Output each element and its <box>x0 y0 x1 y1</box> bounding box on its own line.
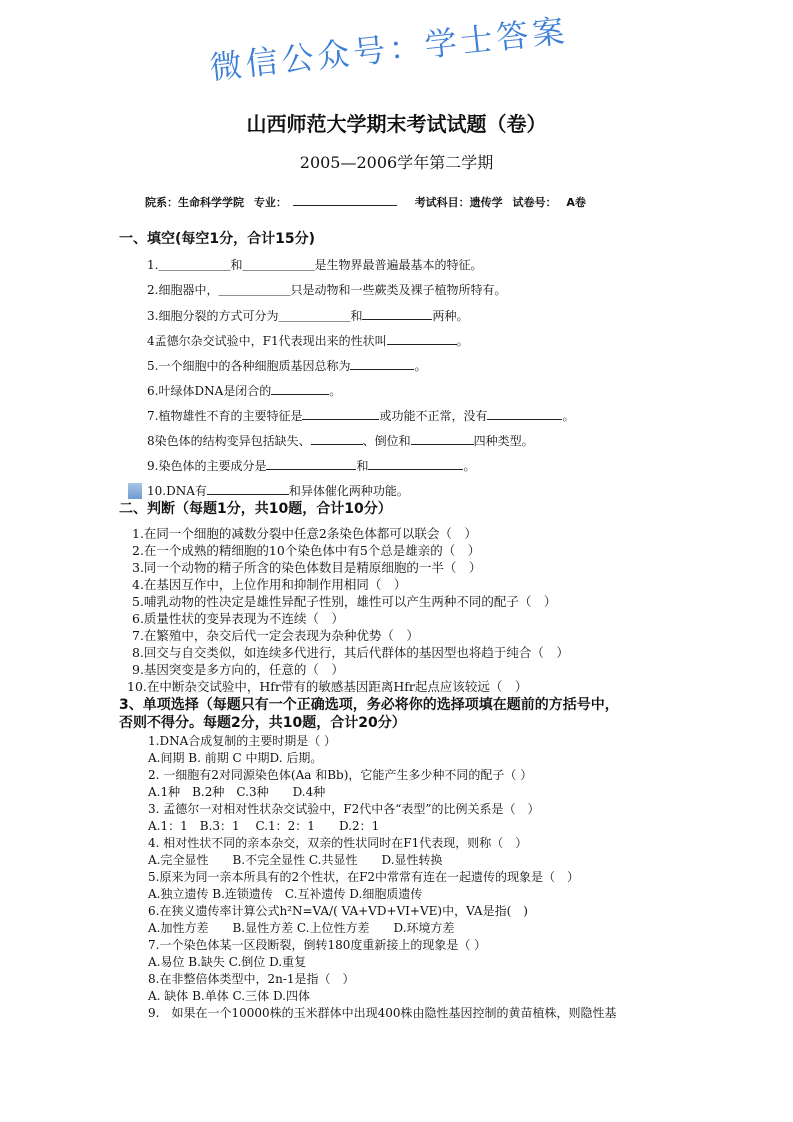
q4-text-end: 。 <box>456 334 469 348</box>
choice-line: 7.一个染色体某一区段断裂，倒转180度重新接上的现象是（ ） <box>148 938 487 952</box>
paper-no-label: 试卷号： <box>512 196 557 209</box>
choice-line: 3. 孟德尔一对相对性状杂交试验中，F2代中各“表型”的比例关系是（ ） <box>148 802 540 816</box>
blank[interactable] <box>487 407 562 420</box>
blank[interactable] <box>362 307 432 320</box>
blank[interactable] <box>350 357 414 370</box>
fill-q8 <box>147 432 534 449</box>
q9-text-mid: 和 <box>356 459 369 473</box>
judge-item: 10.在中断杂交试验中，Hfr带有的敏感基因距离Hfr起点应该较远（ ） <box>127 679 528 694</box>
fill-q10 <box>147 482 409 499</box>
q6-text: 6.叶绿体DNA是闭合的 <box>147 384 272 398</box>
q6-text-end: 。 <box>329 384 342 398</box>
blank[interactable] <box>207 482 289 495</box>
blank[interactable] <box>387 332 457 345</box>
blank[interactable] <box>266 457 356 470</box>
section-1-heading: 一、填空(每空1分，合计15分) <box>119 231 316 247</box>
choice-line: A.独立遗传 B.连锁遗传 C.互补遗传 D.细胞质遗传 <box>148 887 423 901</box>
judge-item: 4.在基因互作中，上位作用和抑制作用相同（ ） <box>132 577 407 592</box>
q10-text: 10.DNA有 <box>147 484 207 498</box>
choice-line: 8.在非整倍体类型中，2n-1是指（ ） <box>148 972 355 986</box>
q8-text-end: 四种类型。 <box>473 434 534 448</box>
blank[interactable] <box>368 457 463 470</box>
q4-text: 4孟德尔杂交试验中，F1代表现出来的性状叫 <box>147 334 387 348</box>
choice-line: A.间期 B. 前期 C 中期D. 后期。 <box>148 751 323 765</box>
judge-item: 1.在同一个细胞的减数分裂中任意2条染色体都可以联会（ ） <box>132 526 477 541</box>
choice-line: A.易位 B.缺失 C.倒位 D.重复 <box>148 955 307 969</box>
choice-line: 5.原来为同一亲本所具有的2个性状，在F2中常常有连在一起遗传的现象是（ ） <box>148 870 580 884</box>
blank[interactable] <box>311 432 363 445</box>
judge-item: 3.同一个动物的精子所含的染色体数目是精原细胞的一半（ ） <box>132 560 482 575</box>
judge-item: 7.在繁殖中，杂交后代一定会表现为杂种优势（ ） <box>132 628 419 643</box>
q9-text-end: 。 <box>463 459 476 473</box>
section-2-heading: 二、判断（每题1分，共10题，合计10分） <box>119 501 392 517</box>
q3-text: 3.细胞分裂的方式可分为＿＿＿＿＿＿和 <box>147 309 363 323</box>
choice-line: A.1：1 B.3：1 C.1：2：1 D.2：1 <box>148 819 380 833</box>
exam-semester: 2005—2006学年第二学期 <box>299 153 494 172</box>
choice-line: 4. 相对性状不同的亲本杂交，双亲的性状同时在F1代表现，则称（ ） <box>148 836 528 850</box>
paper-no: A卷 <box>566 196 586 209</box>
choice-line: A.加性方差 B.显性方差 C.上位性方差 D.环境方差 <box>148 921 455 935</box>
subject: 考试科目：遗传学 <box>414 196 503 209</box>
q9-text: 9.染色体的主要成分是 <box>147 459 267 473</box>
choice-line: A.1种 B.2种 C.3种 D.4种 <box>148 785 326 799</box>
exam-title: 山西师范大学期末考试试题（卷） <box>246 112 547 136</box>
judge-item: 2.在一个成熟的精细胞的10个染色体中有5个总是雄亲的（ ） <box>132 543 481 558</box>
dept: 院系：生命科学学院 <box>145 196 244 209</box>
choice-line: A. 缺体 B.单体 C.三体 D.四体 <box>148 989 310 1003</box>
choice-line: 6.在狭义遗传率计算公式h²N=VA/( VA+VD+VI+VE)中，VA是指( ) <box>148 904 528 918</box>
fill-q4 <box>147 332 469 349</box>
fill-q2: 2.细胞器中，＿＿＿＿＿＿只是动物和一些蕨类及裸子植物所特有。 <box>147 283 507 297</box>
exam-info <box>145 193 592 210</box>
q8-text-mid: 、倒位和 <box>362 434 411 448</box>
choice-line: 2. 一细胞有2对同源染色体(Aa 和Bb)，它能产生多少种不同的配子（ ） <box>148 768 533 782</box>
q7-text: 7.植物雄性不育的主要特征是 <box>147 409 303 423</box>
q10-text-end: 和异体催化两种功能。 <box>288 484 409 498</box>
q3-text-end: 两种。 <box>432 309 469 323</box>
blank[interactable] <box>411 432 474 445</box>
choice-line: A.完全显性 B.不完全显性 C.共显性 D.显性转换 <box>148 853 443 867</box>
judge-item: 8.回交与自交类似，如连续多代进行，其后代群体的基因型也将趋于纯合（ ） <box>132 645 569 660</box>
q5-text: 5.一个细胞中的各种细胞质基因总称为 <box>147 359 351 373</box>
major-blank[interactable] <box>293 193 397 206</box>
choice-line: 9. 如果在一个10000株的玉米群体中出现400株由隐性基因控制的黄苗植株，则隐性基 <box>148 1006 617 1020</box>
q8-text: 8染色体的结构变异包括缺失、 <box>147 434 311 448</box>
q7-text-end: 。 <box>562 409 575 423</box>
blank[interactable] <box>271 382 329 395</box>
watermark: 微信公众号：学士答案 <box>208 11 571 87</box>
fill-q3 <box>147 307 468 324</box>
section-3-heading-cont: 否则不得分。每题2分，共10题，合计20分） <box>119 715 406 731</box>
fill-q5 <box>147 357 426 374</box>
fill-q7 <box>147 407 574 424</box>
major-label: 专业： <box>253 196 287 209</box>
q7-text-mid: 或功能不正常，没有 <box>379 409 488 423</box>
judge-item: 6.质量性状的变异表现为不连续（ ） <box>132 611 344 626</box>
choice-line: 1.DNA合成复制的主要时期是（ ） <box>148 734 337 748</box>
decorative-square-icon <box>128 483 142 499</box>
blank[interactable] <box>302 407 379 420</box>
judge-item: 9.基因突变是多方向的，任意的（ ） <box>132 662 344 677</box>
judge-item: 5.哺乳动物的性决定是雄性异配子性别，雄性可以产生两种不同的配子（ ） <box>132 594 557 609</box>
section-3-heading: 3、单项选择（每题只有一个正确选项，务必将你的选择项填在题前的方括号中， <box>119 697 619 713</box>
q5-text-end: 。 <box>414 359 427 373</box>
fill-q9 <box>147 457 475 474</box>
fill-q1: 1.＿＿＿＿＿＿和＿＿＿＿＿＿是生物界最普遍最基本的特征。 <box>147 258 483 272</box>
fill-q6 <box>147 382 341 399</box>
